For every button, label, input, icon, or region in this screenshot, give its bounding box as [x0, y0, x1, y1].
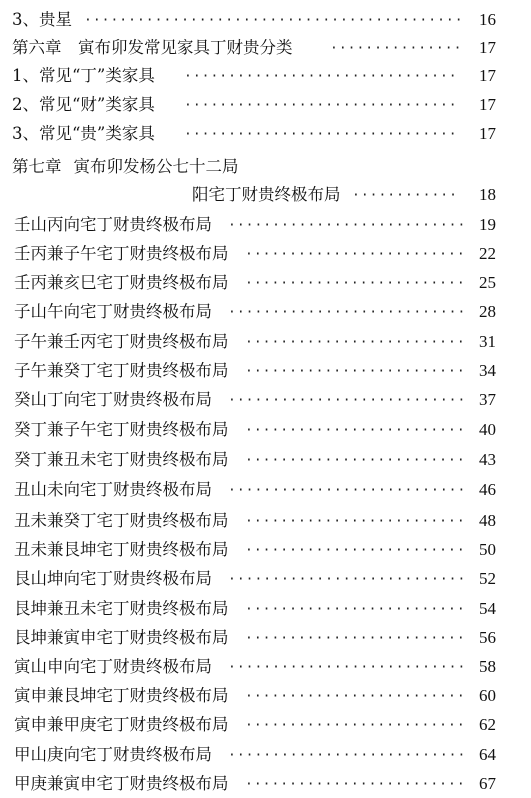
toc-entry[interactable] [0, 711, 531, 739]
toc-entry[interactable] [0, 653, 531, 681]
toc-entry[interactable] [0, 298, 531, 326]
toc-entry-title: 艮坤兼寅申宅丁财贵终极布局 [14, 624, 231, 652]
toc-chapter-entry[interactable] [0, 34, 531, 62]
toc-entry-page: 16 [466, 6, 496, 34]
toc-entry[interactable] [0, 386, 531, 414]
toc-entry[interactable] [0, 240, 531, 268]
toc-entry-title: 癸丁兼子午宅丁财贵终极布局 [14, 416, 231, 444]
toc-entry-title: 第六章 寅布卯发常见家具丁财贵分类 [12, 34, 295, 62]
toc-entry-title: 阳宅丁财贵终极布局 [192, 181, 343, 209]
toc-leader: ························· [245, 276, 466, 291]
toc-leader: ··························· [228, 393, 466, 408]
toc-entry-page: 56 [466, 624, 496, 652]
toc-entry[interactable] [0, 536, 531, 564]
toc-entry-title: 甲庚兼寅申宅丁财贵终极布局 [14, 770, 231, 798]
toc-entry-page: 67 [466, 770, 496, 798]
toc-entry-page: 62 [466, 711, 496, 739]
toc-leader: ························· [245, 423, 466, 438]
toc-entry-title: 3、常见“贵”类家具 [12, 120, 157, 148]
toc-entry[interactable] [0, 269, 531, 297]
toc-entry-title: 子午兼癸丁宅丁财贵终极布局 [14, 357, 231, 385]
toc-leader: ························· [245, 453, 466, 468]
toc-leader: ··········································· [84, 13, 464, 28]
toc-leader: ························· [245, 777, 466, 792]
toc-entry[interactable] [0, 476, 531, 504]
toc-entry-page: 34 [466, 357, 496, 385]
toc-entry-title: 1、常见“丁”类家具 [12, 62, 157, 90]
toc-entry-title: 癸丁兼丑未宅丁财贵终极布局 [14, 446, 231, 474]
toc-entry-title: 丑未兼癸丁宅丁财贵终极布局 [14, 507, 231, 535]
toc-leader: ························· [245, 364, 466, 379]
toc-leader: ························· [245, 602, 466, 617]
toc-entry-title: 丑山未向宅丁财贵终极布局 [14, 476, 214, 504]
toc-entry-page: 64 [466, 741, 496, 769]
toc-entry-title: 寅申兼甲庚宅丁财贵终极布局 [14, 711, 231, 739]
toc-entry-page: 40 [466, 416, 496, 444]
toc-entry[interactable] [0, 565, 531, 593]
toc-entry[interactable] [0, 416, 531, 444]
toc-leader: ··························· [228, 748, 466, 763]
toc-entry[interactable] [0, 507, 531, 535]
toc-entry-title: 艮坤兼丑未宅丁财贵终极布局 [14, 595, 231, 623]
toc-leader: ························· [245, 689, 466, 704]
toc-entry-page: 18 [466, 181, 496, 209]
toc-leader: ························· [245, 718, 466, 733]
chapter-title: 寅布卯发杨公七十二局 [73, 157, 239, 176]
toc-entry-page: 60 [466, 682, 496, 710]
toc-entry[interactable] [0, 446, 531, 474]
toc-entry-page: 25 [466, 269, 496, 297]
toc-entry[interactable] [0, 682, 531, 710]
toc-entry[interactable] [0, 624, 531, 652]
toc-entry-page: 17 [466, 34, 496, 62]
toc-leader: ························· [245, 247, 466, 262]
chapter-label: 第七章 [12, 157, 62, 176]
toc-entry-title: 3、贵星 [12, 6, 74, 34]
toc-entry-title: 壬山丙向宅丁财贵终极布局 [14, 211, 214, 239]
toc-entry-title: 艮山坤向宅丁财贵终极布局 [14, 565, 214, 593]
toc-leader: ··························· [228, 660, 466, 675]
toc-entry[interactable] [0, 211, 531, 239]
toc-entry[interactable] [0, 595, 531, 623]
toc-entry-page: 19 [466, 211, 496, 239]
toc-entry[interactable] [0, 91, 531, 119]
toc-leader: ······························· [184, 69, 458, 84]
toc-leader: ························· [245, 543, 466, 558]
toc-entry-page: 48 [466, 507, 496, 535]
toc-entry[interactable] [0, 120, 531, 148]
toc-entry-page: 17 [466, 120, 496, 148]
toc-entry[interactable] [0, 328, 531, 356]
toc-entry-title: 2、常见“财”类家具 [12, 91, 157, 119]
toc-leader: ············ [352, 188, 458, 203]
toc-entry-page: 58 [466, 653, 496, 681]
toc-leader: ························· [245, 631, 466, 646]
toc-entry-page: 28 [466, 298, 496, 326]
toc-leader: ························· [245, 335, 466, 350]
toc-leader: ······························· [184, 98, 458, 113]
toc-entry[interactable] [0, 181, 531, 209]
toc-leader: ··························· [228, 572, 466, 587]
toc-leader: ··························· [228, 218, 466, 233]
toc-entry-page: 17 [466, 62, 496, 90]
toc-entry-page: 31 [466, 328, 496, 356]
toc-entry-page: 46 [466, 476, 496, 504]
toc-leader: ··························· [228, 305, 466, 320]
toc-leader: ··············· [330, 41, 463, 56]
toc-entry-title: 寅申兼艮坤宅丁财贵终极布局 [14, 682, 231, 710]
toc-entry-title: 壬丙兼亥巳宅丁财贵终极布局 [14, 269, 231, 297]
toc-entry[interactable] [0, 6, 531, 34]
toc-entry-page: 17 [466, 91, 496, 119]
toc-entry[interactable] [0, 62, 531, 90]
toc-entry-page: 50 [466, 536, 496, 564]
toc-entry-title: 癸山丁向宅丁财贵终极布局 [14, 386, 214, 414]
toc-leader: ··························· [228, 483, 466, 498]
toc-entry-title: 丑未兼艮坤宅丁财贵终极布局 [14, 536, 231, 564]
toc-entry-title: 子午兼壬丙宅丁财贵终极布局 [14, 328, 231, 356]
toc-leader: ························· [245, 514, 466, 529]
toc-entry-title: 子山午向宅丁财贵终极布局 [14, 298, 214, 326]
toc-entry-title: 甲山庚向宅丁财贵终极布局 [14, 741, 214, 769]
toc-entry-page: 43 [466, 446, 496, 474]
toc-entry[interactable] [0, 741, 531, 769]
toc-chapter-heading[interactable] [12, 153, 239, 181]
toc-entry-page: 37 [466, 386, 496, 414]
toc-entry-page: 22 [466, 240, 496, 268]
toc-entry-page: 54 [466, 595, 496, 623]
toc-entry-page: 52 [466, 565, 496, 593]
toc-leader: ······························· [184, 127, 458, 142]
toc-entry[interactable] [0, 357, 531, 385]
toc-entry-title: 壬丙兼子午宅丁财贵终极布局 [14, 240, 231, 268]
toc-entry-title: 寅山申向宅丁财贵终极布局 [14, 653, 214, 681]
toc-entry[interactable] [0, 770, 531, 798]
